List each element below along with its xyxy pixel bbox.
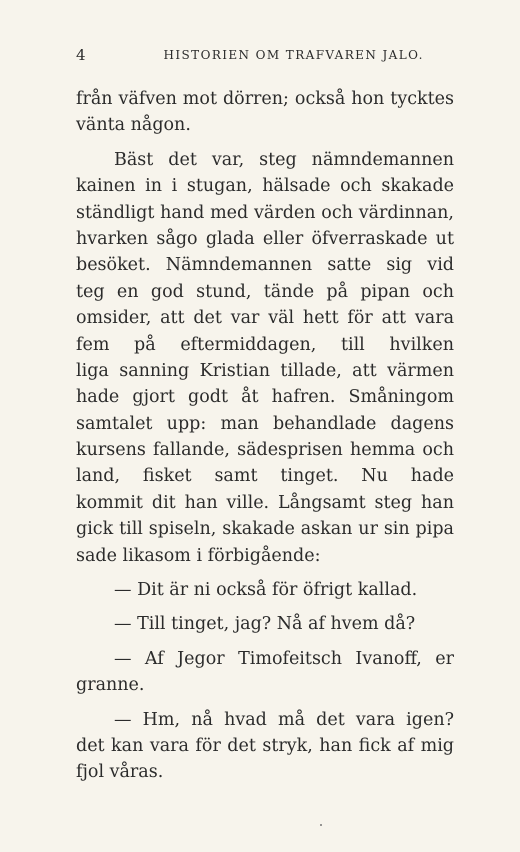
text-line: besöket. Nämndemannen satte sig vid [76,255,454,276]
text-line: omsider, att det var väl hett för att vara [76,308,454,329]
page-header [76,44,456,66]
dialogue-line: fjol våras. [76,762,164,783]
body-text [76,86,454,786]
paragraph-gap [76,569,454,577]
dialogue-line: — Hm, nå hvad må det vara igen? [114,709,454,730]
dialogue-line: — Till tinget, jag? Nå af hvem då? [114,614,416,635]
text-line: kommit dit han ville. Långsamt steg han [76,492,454,513]
paragraph-gap [76,139,454,147]
text-line: ständligt hand med värden och värdinnan, [76,202,454,223]
paragraph-gap [76,638,454,646]
text-line: kursens fallande, sädesprisen hemma och [76,440,454,461]
paragraph-4 [76,611,454,637]
dialogue-line: — Af Jegor Timofeitsch Ivanoff, er [114,648,454,669]
dialogue-line: det kan vara för det stryk, han fick af mig [76,735,454,756]
paragraph-5 [76,646,454,699]
text-line: hade gjort godt åt hafren. Småningom [76,387,454,408]
text-line: liga sanning Kristian tillade, att värmen [76,360,454,381]
dialogue-line: granne. [76,675,145,696]
text-line: teg en god stund, tände på pipan och [76,281,454,302]
paragraph-1 [76,86,454,139]
dialogue-line: — Dit är ni också för öfrigt kallad. [114,580,418,601]
text-line: vänta någon. [76,115,191,136]
paragraph-3 [76,577,454,603]
paragraph-gap [76,699,454,707]
paragraph-2 [76,147,454,569]
paragraph-gap [76,603,454,611]
text-line: kainen in i stugan, hälsade och skakade [76,176,454,197]
running-head: HISTORIEN OM TRAFVAREN JALO. [163,48,424,62]
text-line: sade likasom i förbigående: [76,545,321,566]
text-line: gick till spiseln, skakade askan ur sin pipa [76,519,454,540]
paragraph-6 [76,707,454,786]
text-line: samtalet upp: man behandlade dagens [76,413,454,434]
text-line: från väfven mot dörren; också hon tycktes [76,89,454,109]
paper-speck [320,824,322,826]
text-line: hvarken sågo glada eller öfverraskade ut [76,228,454,249]
page-number: 4 [76,46,86,64]
text-line: fem på eftermiddagen, till hvilken [76,334,454,355]
text-line: Bäst det var, steg nämndemannen [114,149,454,170]
text-line: land, fisket samt tinget. Nu hade [76,466,454,487]
